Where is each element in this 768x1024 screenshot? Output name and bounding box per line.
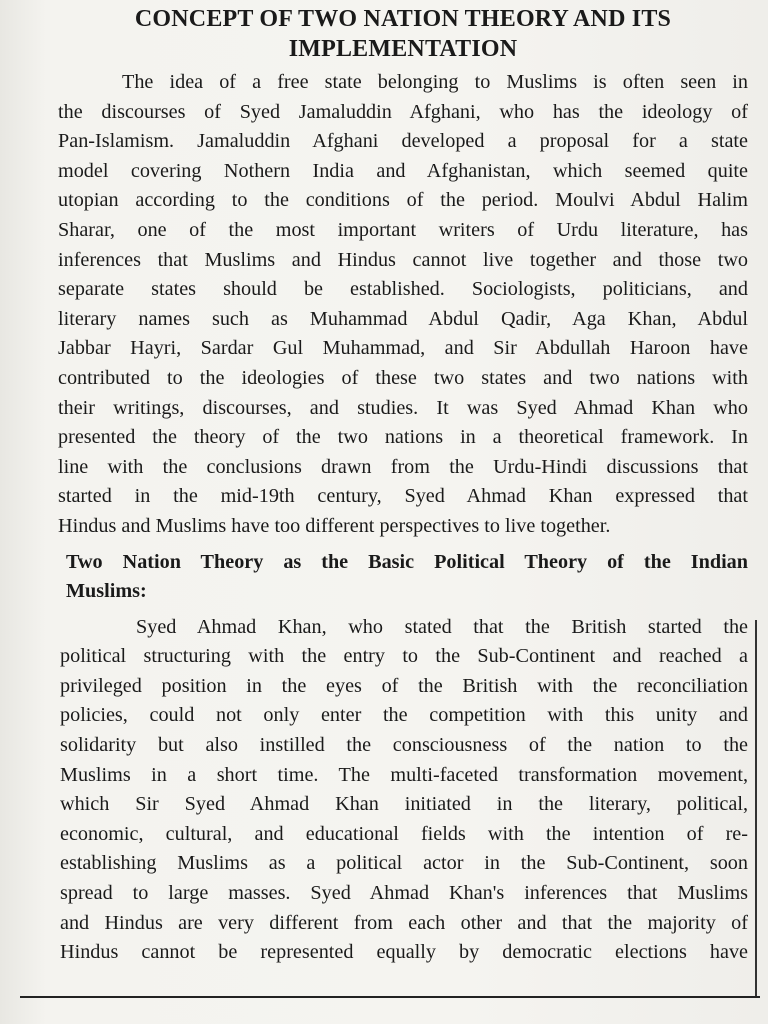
text-line: Hindus cannot be represented equally by democratic elections have [60, 941, 748, 964]
text-line: solidarity but also instilled the consciousness of the nation to the [60, 734, 748, 757]
text-line: utopian according to the conditions of the period. Moulvi Abdul Halim [58, 189, 748, 212]
text-line: their writings, discourses, and studies. It was Syed Ahmad Khan who [58, 396, 748, 419]
page-right-border [755, 620, 757, 996]
text-line: political structuring with the entry to the Sub-Continent and reached a [60, 645, 748, 668]
text-line: literary names such as Muhammad Abdul Qadir, Aga Khan, Abdul [58, 307, 748, 330]
text-line: establishing Muslims as a political actor in the Sub-Continent, soon [60, 852, 748, 875]
text-line: privileged position in the eyes of the British with the reconciliation [60, 674, 748, 697]
text-line: contributed to the ideologies of these two states and two nations with [58, 366, 748, 389]
text-line: Muslims in a short time. The multi-faceted transformation movement, [60, 763, 748, 786]
text-line: The idea of a free state belonging to Muslims is often seen in [122, 71, 748, 93]
text-line: separate states should be established. Sociologists, politicians, and [58, 278, 748, 301]
page-bottom-border [20, 996, 760, 998]
text-line: Jabbar Hayri, Sardar Gul Muhammad, and Sir Abdullah Haroon have [58, 337, 748, 360]
text-line: the discourses of Syed Jamaluddin Afghani, who has the ideology of [58, 100, 748, 123]
paragraph-intro [58, 68, 748, 542]
text-line: which Sir Syed Ahmad Khan initiated in the literary, political, [60, 793, 748, 816]
paragraph-two-nation [60, 613, 748, 968]
text-line: Hindus and Muslims have too different perspectives to live together. [58, 514, 611, 537]
text-line: economic, cultural, and educational fields with the intention of re- [60, 822, 748, 845]
section-subheading [66, 548, 748, 607]
text-line: inferences that Muslims and Hindus cannot live together and those two [58, 248, 748, 271]
page-content [58, 4, 748, 968]
text-line: model covering Nothern India and Afghanistan, which seemed quite [58, 159, 748, 182]
text-line: Pan-Islamism. Jamaluddin Afghani developed a proposal for a state [58, 130, 748, 153]
subheading-line: Muslims: [66, 580, 147, 603]
text-line: Sharar, one of the most important writers of Urdu literature, has [58, 218, 748, 241]
text-line: spread to large masses. Syed Ahmad Khan's inferences that Muslims [60, 882, 748, 905]
document-title [58, 4, 748, 64]
text-line: and Hindus are very different from each other and that the majority of [60, 911, 748, 934]
title-line: CONCEPT OF TWO NATION THEORY AND ITS [134, 6, 672, 32]
text-line: line with the conclusions drawn from the Urdu-Hindi discussions that [58, 455, 748, 478]
title-line: IMPLEMENTATION [288, 36, 518, 62]
text-line: Syed Ahmad Khan, who stated that the British started the [136, 615, 748, 638]
text-line: presented the theory of the two nations in a theoretical framework. In [58, 426, 748, 449]
text-line: started in the mid-19th century, Syed Ahmad Khan expressed that [58, 485, 748, 508]
subheading-line: Two Nation Theory as the Basic Political Theory of the Indian [66, 550, 748, 573]
text-line: policies, could not only enter the competition with this unity and [60, 704, 748, 727]
